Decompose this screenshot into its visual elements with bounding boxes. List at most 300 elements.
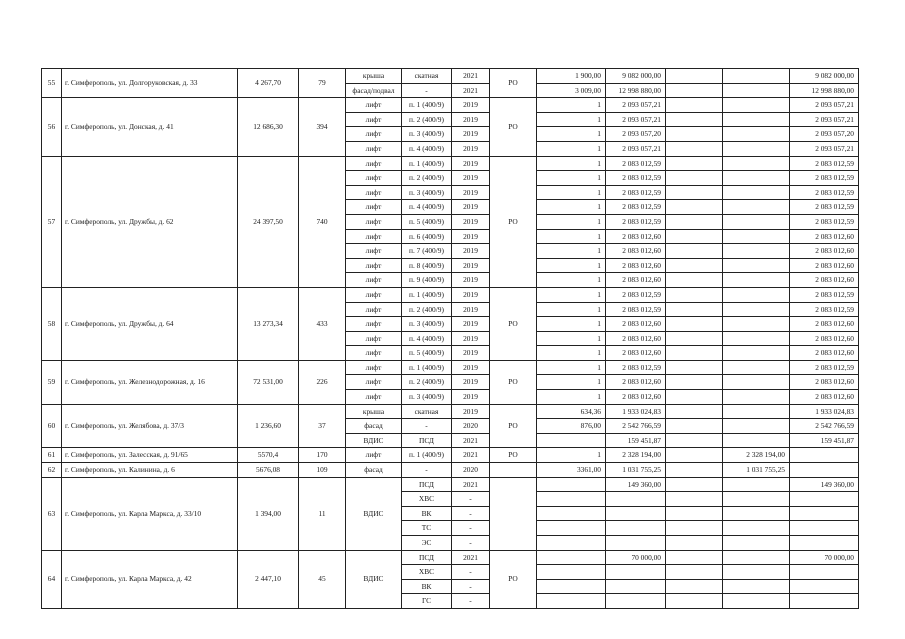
cost-cell: 2 083 012,59 <box>606 185 666 200</box>
cost-cell <box>723 404 790 419</box>
volume-cell <box>537 521 606 536</box>
year-cell: 2021 <box>452 83 490 98</box>
cost-cell <box>723 360 790 375</box>
work-type-cell: лифт <box>346 258 402 273</box>
fund-cell: РО <box>490 98 537 156</box>
year-cell: 2019 <box>452 375 490 390</box>
cost-cell: 2 083 012,60 <box>606 331 666 346</box>
cost-cell <box>666 229 723 244</box>
cost-cell <box>723 433 790 448</box>
year-cell: 2019 <box>452 258 490 273</box>
cost-cell <box>723 477 790 492</box>
row-number: 55 <box>42 69 62 98</box>
table-row <box>42 360 859 375</box>
cost-cell: 2 542 766,59 <box>606 419 666 434</box>
cost-cell <box>666 317 723 332</box>
volume-cell: 1 <box>537 141 606 156</box>
cost-cell <box>723 390 790 405</box>
area-cell: 24 397,50 <box>238 156 299 287</box>
total-cell: 2 083 012,60 <box>790 258 859 273</box>
cost-cell <box>666 477 723 492</box>
year-cell: 2019 <box>452 112 490 127</box>
volume-cell: 1 <box>537 346 606 361</box>
cost-cell <box>666 419 723 434</box>
address-cell: г. Симферополь, ул. Желябова, д. 37/3 <box>62 404 238 448</box>
total-cell: 2 083 012,60 <box>790 346 859 361</box>
year-cell: 2019 <box>452 141 490 156</box>
cost-cell <box>666 579 723 594</box>
total-cell: 2 083 012,59 <box>790 214 859 229</box>
address-cell: г. Симферополь, ул. Калинина, д. 6 <box>62 463 238 478</box>
volume-cell: 1 <box>537 273 606 288</box>
cost-cell: 2 083 012,60 <box>606 346 666 361</box>
work-type-cell: фасад/подвал <box>346 83 402 98</box>
fund-cell: РО <box>490 360 537 404</box>
cost-cell <box>666 463 723 478</box>
cost-cell <box>666 200 723 215</box>
year-cell: 2019 <box>452 346 490 361</box>
total-cell: 2 083 012,60 <box>790 244 859 259</box>
address-cell: г. Симферополь, ул. Карла Маркса, д. 33/10 <box>62 477 238 550</box>
work-detail-cell: - <box>402 419 452 434</box>
work-detail-cell: ПСД <box>402 433 452 448</box>
cost-cell: 2 083 012,60 <box>606 244 666 259</box>
address-cell: г. Симферополь, ул. Залесская, д. 91/65 <box>62 448 238 463</box>
work-detail-cell: ЭС <box>402 536 452 551</box>
work-detail-cell: п. 4 (400/9) <box>402 200 452 215</box>
year-cell: 2019 <box>452 171 490 186</box>
year-cell: 2019 <box>452 302 490 317</box>
total-cell: 2 083 012,60 <box>790 390 859 405</box>
volume-cell <box>537 477 606 492</box>
total-cell <box>790 506 859 521</box>
cost-cell <box>723 302 790 317</box>
total-cell <box>790 565 859 580</box>
cost-cell <box>666 244 723 259</box>
cost-cell: 2 083 012,60 <box>606 258 666 273</box>
total-cell <box>790 463 859 478</box>
work-detail-cell: - <box>402 83 452 98</box>
year-cell: 2019 <box>452 98 490 113</box>
cost-cell <box>723 375 790 390</box>
year-cell: 2021 <box>452 477 490 492</box>
cost-cell <box>666 346 723 361</box>
work-type-cell: лифт <box>346 141 402 156</box>
cost-cell <box>666 565 723 580</box>
work-type-cell: лифт <box>346 346 402 361</box>
cost-cell <box>723 214 790 229</box>
work-type-cell: ВДИС <box>346 433 402 448</box>
cost-cell <box>666 550 723 565</box>
work-type-cell: лифт <box>346 244 402 259</box>
cost-cell <box>666 98 723 113</box>
cost-cell: 2 093 057,20 <box>606 127 666 142</box>
total-cell <box>790 492 859 507</box>
year-cell: 2019 <box>452 404 490 419</box>
work-detail-cell: п. 3 (400/9) <box>402 127 452 142</box>
cost-cell <box>723 258 790 273</box>
cost-cell <box>723 579 790 594</box>
work-detail-cell: ВК <box>402 506 452 521</box>
work-type-cell: лифт <box>346 185 402 200</box>
cost-cell <box>723 492 790 507</box>
work-detail-cell: п. 4 (400/9) <box>402 141 452 156</box>
table-row <box>42 448 859 463</box>
work-type-cell: крыша <box>346 69 402 84</box>
work-detail-cell: ВК <box>402 579 452 594</box>
cost-cell <box>666 156 723 171</box>
row-number: 57 <box>42 156 62 287</box>
volume-cell: 876,00 <box>537 419 606 434</box>
volume-cell <box>537 506 606 521</box>
total-cell: 2 083 012,59 <box>790 287 859 302</box>
cost-cell <box>723 346 790 361</box>
total-cell: 2 093 057,21 <box>790 98 859 113</box>
cost-cell <box>606 506 666 521</box>
year-cell: 2019 <box>452 229 490 244</box>
work-type-cell: лифт <box>346 171 402 186</box>
row-number: 59 <box>42 360 62 404</box>
cost-cell <box>666 404 723 419</box>
volume-cell: 1 <box>537 375 606 390</box>
cost-cell: 1 031 755,25 <box>606 463 666 478</box>
cost-cell <box>606 521 666 536</box>
volume-cell: 1 <box>537 360 606 375</box>
cost-cell <box>666 83 723 98</box>
work-detail-cell: п. 1 (400/9) <box>402 156 452 171</box>
cost-cell <box>666 506 723 521</box>
cost-cell: 2 083 012,59 <box>606 200 666 215</box>
fund-cell: РО <box>490 448 537 463</box>
cost-cell <box>666 375 723 390</box>
cost-cell <box>723 419 790 434</box>
year-cell: 2021 <box>452 550 490 565</box>
total-cell <box>790 594 859 609</box>
cost-cell: 9 082 000,00 <box>606 69 666 84</box>
volume-cell: 1 <box>537 200 606 215</box>
volume-cell: 1 <box>537 185 606 200</box>
work-detail-cell: ХВС <box>402 492 452 507</box>
cost-cell <box>723 185 790 200</box>
cost-cell: 2 083 012,59 <box>606 214 666 229</box>
total-cell: 9 082 000,00 <box>790 69 859 84</box>
cost-cell: 2 083 012,59 <box>606 302 666 317</box>
cost-cell <box>666 594 723 609</box>
work-detail-cell: ГС <box>402 594 452 609</box>
volume-cell <box>537 536 606 551</box>
total-cell <box>790 579 859 594</box>
address-cell: г. Симферополь, ул. Дружбы, д. 62 <box>62 156 238 287</box>
work-detail-cell: ТС <box>402 521 452 536</box>
year-cell: 2021 <box>452 69 490 84</box>
work-detail-cell: п. 6 (400/9) <box>402 229 452 244</box>
cost-cell: 1 031 755,25 <box>723 463 790 478</box>
work-type-cell: лифт <box>346 448 402 463</box>
work-detail-cell: п. 2 (400/9) <box>402 302 452 317</box>
repair-schedule-table <box>41 68 859 609</box>
cost-cell <box>606 594 666 609</box>
work-type-cell: лифт <box>346 98 402 113</box>
year-cell: - <box>452 492 490 507</box>
residents-cell: 45 <box>299 550 346 608</box>
total-cell: 2 083 012,59 <box>790 171 859 186</box>
capital-repair-table <box>41 68 858 608</box>
total-cell: 2 093 057,21 <box>790 141 859 156</box>
work-type-cell: лифт <box>346 375 402 390</box>
total-cell: 2 083 012,59 <box>790 185 859 200</box>
total-cell: 70 000,00 <box>790 550 859 565</box>
volume-cell: 1 <box>537 244 606 259</box>
table-row <box>42 98 859 113</box>
cost-cell <box>666 273 723 288</box>
row-number: 56 <box>42 98 62 156</box>
row-number: 63 <box>42 477 62 550</box>
total-cell: 1 933 024,83 <box>790 404 859 419</box>
work-detail-cell: п. 1 (400/9) <box>402 287 452 302</box>
row-number: 60 <box>42 404 62 448</box>
cost-cell <box>666 258 723 273</box>
fund-cell: РО <box>490 550 537 608</box>
volume-cell <box>537 492 606 507</box>
cost-cell <box>666 112 723 127</box>
total-cell: 2 093 057,20 <box>790 127 859 142</box>
cost-cell <box>666 331 723 346</box>
volume-cell: 1 <box>537 214 606 229</box>
year-cell: - <box>452 506 490 521</box>
year-cell: 2020 <box>452 463 490 478</box>
cost-cell <box>723 287 790 302</box>
volume-cell: 1 <box>537 229 606 244</box>
cost-cell: 2 083 012,59 <box>606 360 666 375</box>
year-cell: 2021 <box>452 448 490 463</box>
work-detail-cell: п. 3 (400/9) <box>402 185 452 200</box>
total-cell <box>790 521 859 536</box>
cost-cell <box>606 579 666 594</box>
total-cell <box>790 448 859 463</box>
work-detail-cell: п. 2 (400/9) <box>402 112 452 127</box>
table-row <box>42 156 859 171</box>
volume-cell: 1 <box>537 287 606 302</box>
cost-cell <box>723 127 790 142</box>
work-type-cell: лифт <box>346 331 402 346</box>
residents-cell: 740 <box>299 156 346 287</box>
cost-cell: 1 933 024,83 <box>606 404 666 419</box>
year-cell: 2020 <box>452 419 490 434</box>
row-number: 64 <box>42 550 62 608</box>
work-type-cell: лифт <box>346 112 402 127</box>
volume-cell: 1 900,00 <box>537 69 606 84</box>
year-cell: 2019 <box>452 331 490 346</box>
year-cell: - <box>452 579 490 594</box>
work-detail-cell: п. 1 (400/9) <box>402 98 452 113</box>
total-cell: 149 360,00 <box>790 477 859 492</box>
cost-cell <box>666 69 723 84</box>
address-cell: г. Симферополь, ул. Донская, д. 41 <box>62 98 238 156</box>
area-cell: 13 273,34 <box>238 287 299 360</box>
address-cell: г. Симферополь, ул. Долгоруковская, д. 33 <box>62 69 238 98</box>
year-cell: 2019 <box>452 287 490 302</box>
year-cell: 2019 <box>452 360 490 375</box>
year-cell: - <box>452 594 490 609</box>
work-type-cell: лифт <box>346 127 402 142</box>
work-detail-cell: п. 1 (400/9) <box>402 360 452 375</box>
cost-cell: 2 083 012,60 <box>606 375 666 390</box>
work-detail-cell: п. 2 (400/9) <box>402 375 452 390</box>
cost-cell <box>723 317 790 332</box>
cost-cell: 12 998 880,00 <box>606 83 666 98</box>
work-type-cell: лифт <box>346 273 402 288</box>
volume-cell: 1 <box>537 258 606 273</box>
address-cell: г. Симферополь, ул. Дружбы, д. 64 <box>62 287 238 360</box>
year-cell: 2021 <box>452 433 490 448</box>
area-cell: 2 447,10 <box>238 550 299 608</box>
cost-cell: 2 083 012,59 <box>606 171 666 186</box>
total-cell: 2 093 057,21 <box>790 112 859 127</box>
work-type-cell: лифт <box>346 156 402 171</box>
cost-cell: 2 083 012,59 <box>606 287 666 302</box>
work-type-cell: лифт <box>346 317 402 332</box>
cost-cell: 159 451,87 <box>606 433 666 448</box>
table-row <box>42 550 859 565</box>
work-detail-cell: п. 7 (400/9) <box>402 244 452 259</box>
table-row <box>42 69 859 84</box>
volume-cell: 1 <box>537 98 606 113</box>
year-cell: 2019 <box>452 185 490 200</box>
work-type-cell: крыша <box>346 404 402 419</box>
fund-cell <box>490 477 537 550</box>
cost-cell: 149 360,00 <box>606 477 666 492</box>
cost-cell <box>666 390 723 405</box>
work-detail-cell: п. 1 (400/9) <box>402 448 452 463</box>
total-cell <box>790 536 859 551</box>
fund-cell: РО <box>490 156 537 287</box>
cost-cell <box>666 302 723 317</box>
area-cell: 12 686,30 <box>238 98 299 156</box>
cost-cell: 2 093 057,21 <box>606 112 666 127</box>
work-detail-cell: ПСД <box>402 550 452 565</box>
volume-cell: 1 <box>537 156 606 171</box>
area-cell: 72 531,00 <box>238 360 299 404</box>
table-row <box>42 477 859 492</box>
year-cell: 2019 <box>452 214 490 229</box>
row-number: 61 <box>42 448 62 463</box>
cost-cell: 2 083 012,60 <box>606 390 666 405</box>
table-row <box>42 463 859 478</box>
cost-cell <box>723 331 790 346</box>
total-cell: 2 083 012,59 <box>790 360 859 375</box>
residents-cell: 433 <box>299 287 346 360</box>
cost-cell: 2 328 194,00 <box>723 448 790 463</box>
area-cell: 1 394,00 <box>238 477 299 550</box>
work-detail-cell: п. 2 (400/9) <box>402 171 452 186</box>
cost-cell: 2 328 194,00 <box>606 448 666 463</box>
cost-cell <box>723 229 790 244</box>
work-type-cell: лифт <box>346 360 402 375</box>
total-cell: 159 451,87 <box>790 433 859 448</box>
cost-cell <box>666 492 723 507</box>
volume-cell: 1 <box>537 317 606 332</box>
total-cell: 2 083 012,60 <box>790 229 859 244</box>
cost-cell <box>723 594 790 609</box>
row-number: 62 <box>42 463 62 478</box>
cost-cell <box>666 287 723 302</box>
address-cell: г. Симферополь, ул. Карла Маркса, д. 42 <box>62 550 238 608</box>
cost-cell <box>723 98 790 113</box>
cost-cell: 2 083 012,60 <box>606 317 666 332</box>
total-cell: 2 083 012,60 <box>790 331 859 346</box>
total-cell: 2 083 012,59 <box>790 156 859 171</box>
volume-cell: 3361,00 <box>537 463 606 478</box>
volume-cell: 1 <box>537 302 606 317</box>
volume-cell: 3 009,00 <box>537 83 606 98</box>
residents-cell: 79 <box>299 69 346 98</box>
volume-cell: 1 <box>537 331 606 346</box>
work-detail-cell: п. 5 (400/9) <box>402 214 452 229</box>
year-cell: 2019 <box>452 390 490 405</box>
cost-cell: 2 083 012,60 <box>606 273 666 288</box>
cost-cell <box>723 83 790 98</box>
work-detail-cell: п. 8 (400/9) <box>402 258 452 273</box>
residents-cell: 37 <box>299 404 346 448</box>
cost-cell <box>666 171 723 186</box>
work-type-cell: лифт <box>346 214 402 229</box>
work-type-cell: ВДИС <box>346 477 402 550</box>
year-cell: 2019 <box>452 244 490 259</box>
cost-cell <box>723 550 790 565</box>
cost-cell <box>723 112 790 127</box>
cost-cell <box>723 156 790 171</box>
year-cell: 2019 <box>452 273 490 288</box>
residents-cell: 170 <box>299 448 346 463</box>
fund-cell <box>490 463 537 478</box>
cost-cell <box>666 127 723 142</box>
work-type-cell: ВДИС <box>346 550 402 608</box>
residents-cell: 11 <box>299 477 346 550</box>
cost-cell <box>606 565 666 580</box>
volume-cell: 1 <box>537 112 606 127</box>
work-detail-cell: ПСД <box>402 477 452 492</box>
work-detail-cell: ХВС <box>402 565 452 580</box>
fund-cell: РО <box>490 287 537 360</box>
year-cell: 2019 <box>452 156 490 171</box>
cost-cell <box>723 506 790 521</box>
year-cell: - <box>452 565 490 580</box>
cost-cell <box>666 433 723 448</box>
cost-cell <box>666 448 723 463</box>
work-detail-cell: п. 4 (400/9) <box>402 331 452 346</box>
residents-cell: 109 <box>299 463 346 478</box>
cost-cell <box>666 536 723 551</box>
work-detail-cell: п. 9 (400/9) <box>402 273 452 288</box>
volume-cell <box>537 579 606 594</box>
cost-cell <box>606 492 666 507</box>
total-cell: 2 542 766,59 <box>790 419 859 434</box>
cost-cell: 2 093 057,21 <box>606 141 666 156</box>
table-row <box>42 404 859 419</box>
volume-cell <box>537 550 606 565</box>
cost-cell: 2 083 012,59 <box>606 156 666 171</box>
work-type-cell: лифт <box>346 200 402 215</box>
work-type-cell: лифт <box>346 390 402 405</box>
cost-cell <box>606 536 666 551</box>
cost-cell <box>723 565 790 580</box>
volume-cell <box>537 433 606 448</box>
cost-cell <box>666 214 723 229</box>
cost-cell: 70 000,00 <box>606 550 666 565</box>
volume-cell: 1 <box>537 390 606 405</box>
year-cell: 2019 <box>452 127 490 142</box>
residents-cell: 394 <box>299 98 346 156</box>
